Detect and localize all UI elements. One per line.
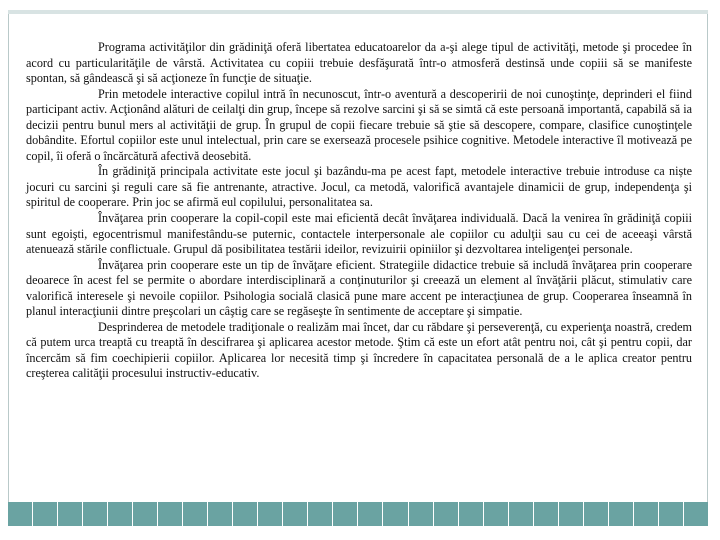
paragraph-6: Desprinderea de metodele tradiţionale o realizăm mai încet, dar cu răbdare şi perseverenţă, cu experienţa noastră, credem că putem urca treaptă cu treaptă în descifrarea şi aplicarea acestor metode. Ştim că este un efort atât pentru noi, cât şi pentru copii, dar încercăm să fim coechipierii copiilor. Aplicarea lor necesită timp şi încredere în capacitatea personală de a le aplica creator pentru creşterea calităţii procesului instructiv-educativ.	[26, 319, 692, 381]
strip-segment	[684, 502, 708, 526]
strip-segment	[308, 502, 333, 526]
paragraph-1: Programa activităţilor din grădiniţă oferă libertatea educatoarelor da a-şi alege tipul de activităţi, metode şi procedee în acord cu particularităţile de vârstă. Activitatea cu copiii trebuie desfăşurată într-o atmosferă destinsă unde copiii să se manifeste spontan, să gândească şi să acţioneze în funcţie de situaţie.	[26, 40, 692, 86]
strip-segment	[133, 502, 158, 526]
strip-segment	[434, 502, 459, 526]
strip-segment	[83, 502, 108, 526]
strip-segment	[233, 502, 258, 526]
strip-segment	[8, 502, 33, 526]
top-decorative-bar	[8, 10, 708, 14]
strip-segment	[33, 502, 58, 526]
strip-segment	[634, 502, 659, 526]
strip-segment	[358, 502, 383, 526]
document-body	[26, 40, 692, 382]
paragraph-2: Prin metodele interactive copilul intră în necunoscut, într-o aventură a descoperirii de noi cunoştinţe, deprinderi el fiind participant activ. Acţionând alături de ceilalţi din grup, începe să rezolve sarcini şi să se simtă că este persoană importantă, capabilă să ia decizii pentru bunul mers al activităţii de grup. În grupul de copii fiecare trebuie să ştie să descopere, compare, clasifice cunoştinţele dobândite. Efortul copiilor este unul intelectual, prin care se exersează procesele psihice cognitive. Metodele interactive îl motivează pe copil, îi oferă o încărcătură afectivă deosebită.	[26, 86, 692, 163]
paragraph-4: Învăţarea prin cooperare la copil-copil este mai eficientă decât învăţarea individuală. Dacă la venirea în grădiniţă copiii sunt egoişti, egocentrismul manifestându-se puternic, contactele interpersonale ale copiilor cu adulţii sau cu cei de aceeaşi vârstă atenuează stările conflictuale. Grupul dă posibilitatea testării ideilor, revizuirii opiniilor şi dezvoltarea inteligenţei personale.	[26, 211, 692, 257]
strip-segment	[208, 502, 233, 526]
strip-segment	[383, 502, 408, 526]
strip-segment	[459, 502, 484, 526]
strip-segment	[58, 502, 83, 526]
strip-segment	[509, 502, 534, 526]
strip-segment	[659, 502, 684, 526]
strip-segment	[534, 502, 559, 526]
strip-segment	[158, 502, 183, 526]
strip-segment	[333, 502, 358, 526]
paragraph-5: Învăţarea prin cooperare este un tip de învăţare eficient. Strategiile didactice trebuie să includă învăţarea prin cooperare deoarece în acest fel se permite o abordare interdisciplinară a conţinuturilor şi creează un element al învăţării plăcut, stimulativ care valorifică interesele şi nevoile copiilor. Psihologia socială clasică pune mare accent pe interacţiunea de grup. Cooperarea înseamnă în planul interacţiunii dintre preşcolari un câştig care se regăseşte în sentimente de acceptare şi simpatie.	[26, 257, 692, 319]
strip-segment	[484, 502, 509, 526]
strip-segment	[108, 502, 133, 526]
strip-segment	[584, 502, 609, 526]
strip-segment	[258, 502, 283, 526]
paragraph-3: În grădiniţă principala activitate este jocul şi bazându-ma pe acest fapt, metodele interactive trebuie introduse ca niște jocuri cu sarcini şi reguli care să fie antrenante, atractive. Jocul, ca metodă, valorifică avantajele dinamicii de grup, independenţa şi spiritul de cooperare. Prin joc se afirmă eul copilului, personalitatea sa.	[26, 164, 692, 210]
strip-segment	[183, 502, 208, 526]
strip-segment	[409, 502, 434, 526]
strip-segment	[609, 502, 634, 526]
strip-segment	[559, 502, 584, 526]
bottom-decorative-strip	[8, 502, 708, 526]
strip-segment	[283, 502, 308, 526]
